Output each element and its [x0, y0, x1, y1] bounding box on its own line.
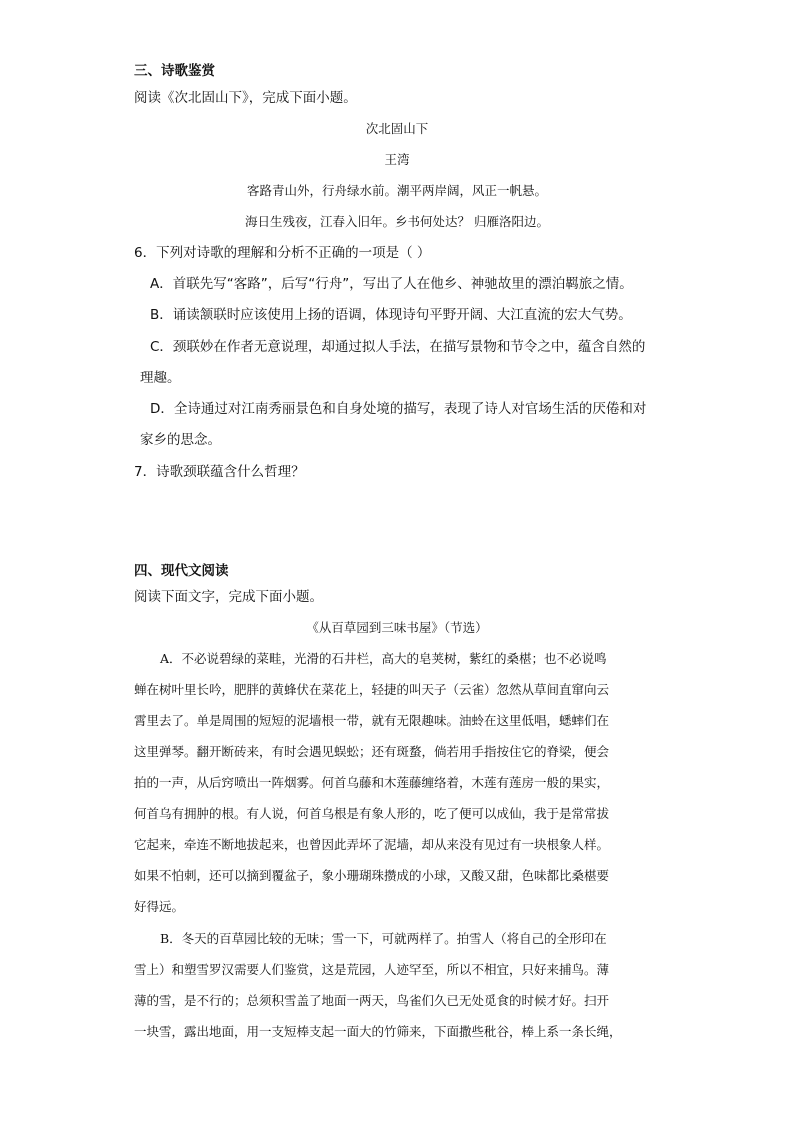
passage-b-line: 一块雪，露出地面，用一支短棒支起一面大的竹筛来，下面撒些秕谷，棒上系一条长绳，	[134, 1024, 622, 1039]
section-heading-modern-reading: 四、现代文阅读	[134, 563, 229, 579]
passage-b-line: 薄的雪，是不行的；总须积雪盖了地面一两天，鸟雀们久已无处觅食的时候才好。扫开	[134, 993, 610, 1008]
poem-author: 王湾	[384, 152, 410, 167]
question-7-stem: 7．诗歌颈联蕴含什么哲理？	[134, 464, 305, 480]
passage-a-line: 好得远。	[134, 899, 185, 914]
passage-a-line: 蝉在树叶里长吟，肥胖的黄蜂伏在菜花上，轻捷的叫天子（云雀）忽然从草间直窜向云	[134, 682, 610, 697]
passage-a-line: 这里弹琴。翻开断砖来，有时会遇见蜈蚣；还有斑蝥，倘若用手指按住它的脊梁，便会	[134, 744, 610, 759]
question-6-option-b: B．诵读颔联时应该使用上扬的语调，体现诗句平野开阔、大江直流的宏大气势。	[150, 307, 632, 323]
passage-a-line: A．不必说碧绿的菜畦，光滑的石井栏，高大的皂荚树，紫红的桑椹；也不必说鸣	[160, 651, 607, 666]
passage-b-line: B．冬天的百草园比较的无味；雪一下，可就两样了。拍雪人（将自己的全形印在	[160, 931, 607, 946]
question-6-option-c-cont: 理趣。	[140, 370, 181, 386]
passage-a-line: 它起来，牵连不断地拔起来，也曾因此弄坏了泥墙，却从来没有见过有一块根象人样。	[134, 837, 610, 852]
poem-line: 客路青山外，行舟绿水前。潮平两岸阔，风正一帆悬。	[246, 183, 547, 198]
poem-line: 海日生残夜，江春入旧年。乡书何处达？ 归雁洛阳边。	[245, 214, 549, 229]
question-6-stem: 6．下列对诗歌的理解和分析不正确的一项是（ ）	[134, 245, 431, 261]
section-intro-poetry: 阅读《次北固山下》，完成下面小题。	[134, 90, 357, 106]
passage-title: 《从百草园到三味书屋》（节选）	[306, 620, 488, 635]
question-6-option-a: A．首联先写“客路”，后写“行舟”，写出了人在他乡、神驰故里的漂泊羁旅之情。	[150, 276, 633, 292]
passage-a-line: 霄里去了。单是周围的短短的泥墙根一带，就有无限趣味。油蛉在这里低唱，蟋蟀们在	[134, 713, 610, 728]
question-6-option-d: D．全诗通过对江南秀丽景色和自身处境的描写，表现了诗人对官场生活的厌倦和对	[150, 401, 647, 417]
passage-a-line: 如果不怕刺，还可以摘到覆盆子，象小珊瑚珠攒成的小球，又酸又甜，色味都比桑椹要	[134, 868, 610, 883]
passage-a-line: 何首乌有拥肿的根。有人说，何首乌根是有象人形的，吃了便可以成仙，我于是常常拔	[134, 806, 610, 821]
section-intro-modern-reading: 阅读下面文字，完成下面小题。	[134, 589, 323, 605]
passage-a-line: 拍的一声，从后窍喷出一阵烟雾。何首乌藤和木莲藤缠络着，木莲有莲房一般的果实，	[134, 775, 610, 790]
question-6-option-d-cont: 家乡的思念。	[140, 432, 221, 448]
question-6-option-c: C．颈联妙在作者无意说理，却通过拟人手法，在描写景物和节令之中，蕴含自然的	[150, 339, 646, 355]
poem-title: 次北固山下	[365, 121, 429, 136]
section-heading-poetry: 三、诗歌鉴赏	[134, 63, 215, 79]
passage-b-line: 雪上）和塑雪罗汉需要人们鉴赏，这是荒园，人迹罕至，所以不相宜，只好来捕鸟。薄	[134, 962, 610, 977]
